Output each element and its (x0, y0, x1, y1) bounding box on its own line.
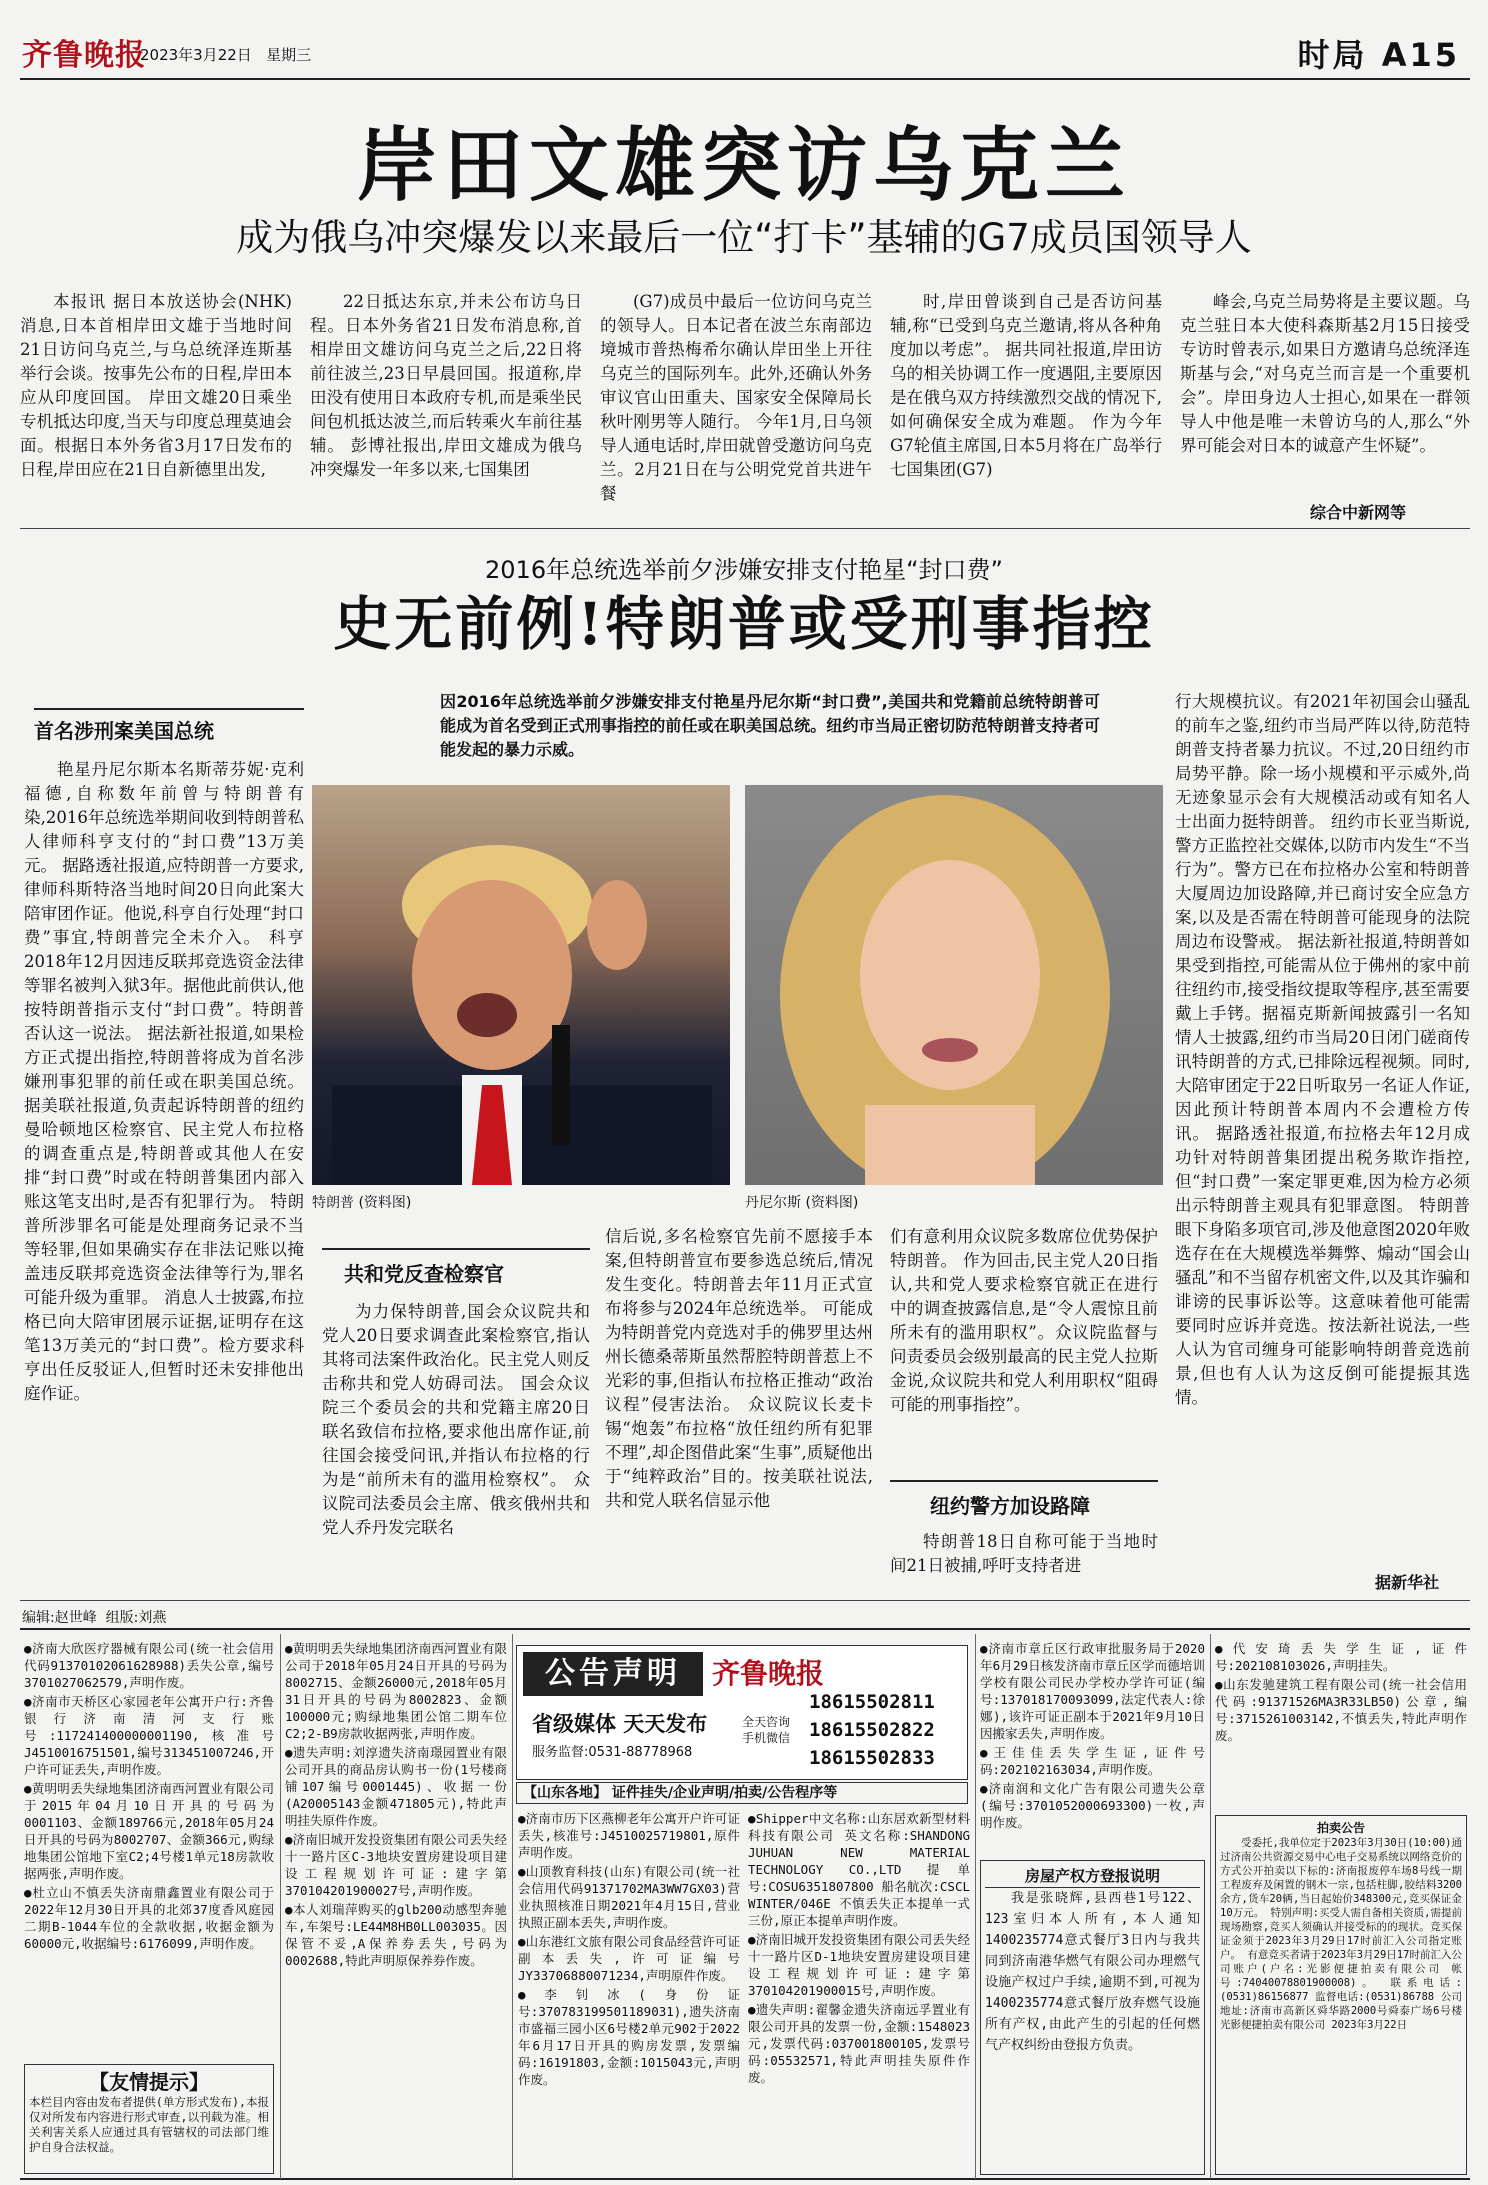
editors-line: 编辑:赵世峰 组版:刘燕 (22, 1610, 167, 1626)
phone-label: 全天咨询 手机微信 (742, 1715, 791, 1745)
col-divider (975, 1634, 976, 2179)
col-divider (512, 1634, 513, 2179)
auction-notice-title: 拍卖公告 (1316, 1821, 1365, 1835)
story1-col5: 峰会,乌克兰局势将是主要议题。乌克兰驻日本大使科森斯基2月15日接受专访时曾表示,如果日方邀请乌总统泽连斯基与会,“对乌克兰而言是一个重要机会”。岸田身边人士担心,如果在一群领导人中他是唯一未曾访乌的人,那么“外界可能会对日本的诚意产生怀疑”。 (1180, 292, 1470, 455)
phone-number[interactable]: 18615502811 (809, 1691, 935, 1713)
subhead-rule (34, 708, 304, 710)
story2-colB: 为力保特朗普,国会众议院共和党人20日要求调查此案检察官,指认其将司法案件政治化。民主党人则反击称共和党人妨碍司法。 国会众议院三个委员会的共和党籍主席20日联名致信布拉格,要求他出席作证,前往国会接受问讯,并指认布拉格的行为是“前所未有的滥用检察权”。 众议院司法委员会主席、俄亥俄州共和党人乔丹发完联名 (322, 1302, 590, 1537)
story1-col4: 时,岸田曾谈到自己是否访问基辅,称“已受到乌克兰邀请,将从各种角度加以考虑”。 据共同社报道,岸田访乌的相关协调工作一度遇阻,主要原因是在俄乌双方持续激烈交战的情况下,如何确保安全成为难题。 作为今年G7轮值主席国,日本5月将在广岛举行七国集团(G7) (890, 292, 1162, 479)
story2-colA: 艳星丹尼尔斯本名斯蒂芬妮·克利福德,自称数年前曾与特朗普有染,2016年总统选举期间收到特朗普私人律师科亨支付的“封口费”13万美元。 据路透社报道,应特朗普一方要求,律师科斯特洛当地时间20日向此案大陪审团作证。他说,科亨自行处理“封口费”事宜,特朗普完全未介入。 科亨2018年12月因违反联邦竞选资金法律等罪名被判入狱3年。据他此前供认,他按特朗普指示支付“封口费”。特朗普否认这一说法。 据法新社报道,如果检方正式提出指控,特朗普将成为首名涉嫌刑事犯罪的前任或在职美国总统。 据美联社报道,负责起诉特朗普的纽约曼哈顿地区检察官、民主党人布拉格的调查重点是,特朗普或其他人在安排“封口费”时或在特朗普集团内部入账这笔支出时,是否有犯罪行为。 特朗普所涉罪名可能是处理商务记录不当等轻罪,但如果确实存在非法记账以掩盖违反联邦竞选资金法律等行为,罪名可能升级为重罪。 消息人士披露,布拉格已向大陪审团展示证据,证明存在这笔13万美元的“封口费”。检方要求科亨出任反驳证人,但暂时还未安排他出庭作证。 (24, 760, 304, 1403)
phone-number[interactable]: 18615502833 (809, 1747, 935, 1769)
section-label: 时局 A15 (1297, 36, 1460, 74)
daniels-photo (745, 785, 1163, 1185)
auction-notice (1215, 1815, 1467, 2175)
ads-top-rule (20, 1628, 1470, 1630)
col-divider (280, 1634, 281, 2179)
announcement-title: 公告声明 (523, 1652, 703, 1696)
story1-headline: 岸田文雄突访乌克兰 (357, 118, 1131, 212)
ads-col2: ●黄明明丢失绿地集团济南西河置业有限公司于2018年05月24日开具的号码为8002715、金额26000元,2018年05月31日开具的号码为8002823、金额100000元;购绿地集团公馆二期车位C2;2-B9房款收据两张,声明作废。 ●遗失声明:刘淳遗失济南璟园置业有限公司开具的商品房认购书一份(1号楼商铺107编号0001445)、收据一份(A20005143金额471805元),特此声明挂失原件作废。 ●济南旧城开发投资集团有限公司丢失经十一路片区C-3地块安置房建设项目建设工程规划许可证:建字第370104201900027号,声明作废。 ●本人刘瑞萍购买的glb200动感型奔驰车,车架号:LE44M8HB0LL003035。因保管不妥,A保养券丢失,号码为0002688,特此声明原保养券作废。 (285, 1641, 507, 1968)
masthead (22, 30, 1470, 74)
friendly-box (24, 2064, 274, 2174)
subhead-rule (890, 1480, 1158, 1482)
photo1-caption: 特朗普 (资料图) (312, 1195, 412, 1211)
story2-kicker: 2016年总统选举前夕涉嫌安排支付艳星“封口费” (485, 556, 1003, 584)
issue-date: 2023年3月22日 星期三 (140, 46, 312, 64)
ads-col3a: ●济南市历下区燕柳老年公寓开户许可证丢失,核准号:J4510025719801,原件声明作废。 ●山顶教育科技(山东)有限公司(统一社会信用代码91371702MA3WW7GX03)营业执照核准日期2021年4月15日,营业执照正副本丢失,声明作废。 ●山东港红文旅有限公司食品经营许可证副本丢失,许可证编号JY33706880071234,声明原件作废。 ●李钊冰(身份证号:370783199501189031),遗失济南市盛福三园小区6号楼2单元902于2022年6月17日开具的购房发票,发票编码:16191803,金额:1015043元,声明作废。 (518, 1811, 740, 2087)
ads-col3b: ●Shipper中文名称:山东居欢新型材料科技有限公司 英文名称:SHANDONG JUHUAN NEW MATERIAL TECHNOLOGY CO.,LTD 提单号:COSU6351807800 船名航次:CSCL WINTER/046E 不慎丢失正本提单一式三份,原正本提单声明作废。 ●济南旧城开发投资集团有限公司丢失经十一路片区D-1地块安置房建设项目建设工程规划许可证:建字第370104201900015号,声明作废。 ●遗失声明:翟馨金遗失济南远孚置业有限公司开具的发票一份,金额:1548023元,发票代码:037001800105,发票号码:05532571,特此声明挂失原件作废。 (748, 1811, 970, 2085)
story2-colD2: 特朗普18日自称可能于当地时间21日被捕,呼吁支持者进 (890, 1532, 1158, 1575)
story-divider (20, 528, 1470, 529)
story2-headline: 史无前例!特朗普或受刑事指控 (333, 590, 1155, 658)
story2-colD: 们有意利用众议院多数席位优势保护特朗普。 作为回击,民主党人20日指认,共和党人要求检察官就正在进行中的调查披露信息,是“令人震惊且前所未有的滥用职权”。众议院监督与问责委员会级别最高的民主党人拉斯金说,众议院共和党人利用职权“阻碍可能的刑事指控”。 (890, 1227, 1158, 1414)
ads-col4: ●济南市章丘区行政审批服务局于2020年6月29日核发济南市章丘区学而德培训学校有限公司民办学校办学许可证(编号:137018170093099,法定代表人:徐娜),该许可证正副本于2021年9月10日因搬家丢失,声明作废。 ●王佳佳丢失学生证,证件号码:202102163034,声明作废。 ●济南润和文化广告有限公司遗失公章(编号:3701052000693300)一枚,声明作废。 (980, 1641, 1205, 1830)
story2-sub3: 纽约警方加设路障 (930, 1494, 1090, 1518)
announcement-banner: 【山东各地】 证件挂失/企业声明/拍卖/公告程序等 (516, 1782, 968, 1804)
property-notice-text: 我是张晓辉,县西巷1号122、123室归本人所有,本人通知1400235774意式餐厅3日内与我共同到济南港华燃气有限公司办理燃气设施产权过户手续,逾期不到,可视为1400235774意式餐厅放弃燃气设施所有产权,由此产生的引起的任何燃气产权纠纷由登报方负责。 (985, 1891, 1200, 2053)
phone-list (809, 1688, 935, 1772)
story1-source: 综合中新网等 (1310, 503, 1407, 522)
story1-col2: 22日抵达东京,并未公布访乌日程。日本外务省21日发布消息称,首相岸田文雄访问乌克兰之后,22日将前往波兰,23日早晨回国。报道称,岸田没有使用日本政府专机,而是乘坐民间包机抵达波兰,而后转乘火车前往基辅。 彭博社报出,岸田文雄成为俄乌冲突爆发一年多以来,七国集团 (310, 292, 582, 479)
ads-col1: ●济南大欣医疗器械有限公司(统一社会信用代码91370102061628988)丢失公章,编号3701027062579,声明作废。 ●济南市天桥区心家园老年公寓开户行:齐鲁银行济南清河支行账号:117241400000001190,核准号J4510016751501,编号313451007246,开户许可证丢失,声明作废。 ●黄明明丢失绿地集团济南西河置业有限公司于2015年04月10日开具的号码为0001103、金额189766元,2018年05月24日开具的号码为8002707、金额366元,购绿地集团公馆地下室C2;4号楼1单元18房款收据两张,声明作废。 ●杜立山不慎丢失济南鼎鑫置业有限公司于2022年12月30日开具的北郊37度香风庭园二期B-1044车位的全款收据,收据金额为60000元,收据编号:6176099,声明作废。 (24, 1641, 274, 1951)
masthead-rule (20, 78, 1470, 80)
story1-col1: 本报讯 据日本放送协会(NHK)消息,日本首相岸田文雄于当地时间21日访问乌克兰,与乌总统泽连斯基举行会谈。按事先公布的日程,岸田本应从印度回国。 岸田文雄20日乘坐专机抵达印度,当天与印度总理莫迪会面。根据日本外务省3月17日发布的日程,岸田应在21日自新德里出发, (20, 292, 292, 479)
story2-lead: 因2016年总统选举前夕涉嫌安排支付艳星丹尼尔斯“封口费”,美国共和党籍前总统特朗普可能成为首名受到正式刑事指控的前任或在职美国总统。纽约市当局正密切防范特朗普支持者可能发起的暴力示威。 (440, 692, 1100, 759)
editors-rule (20, 1600, 1470, 1601)
property-notice-title: 房屋产权方登报说明 (985, 1865, 1200, 1888)
property-notice (980, 1860, 1205, 2175)
phone-number[interactable]: 18615502822 (809, 1719, 935, 1741)
announcement-box (516, 1645, 968, 1780)
ads-col5: ●代安琦丢失学生证,证件号:202108103026,声明挂失。 ●山东发驰建筑工程有限公司(统一社会信用代码:91371526MA3R33LB50)公章,编号:3715261003142,不慎丢失,特此声明作废。 (1215, 1641, 1467, 1743)
friendly-text: 本栏目内容由发布者提供(单方形式发布),本报仅对所发布内容进行形式审查,以刊载为准。相关利害关系人应通过具有管辖权的司法部门维护自身合法权益。 (29, 2095, 269, 2154)
story1-subhead: 成为俄乌冲突爆发以来最后一位“打卡”基辅的G7成员国领导人 (236, 216, 1252, 259)
trump-photo (312, 785, 730, 1185)
photo2-caption: 丹尼尔斯 (资料图) (745, 1195, 859, 1211)
story2-source: 据新华社 (1375, 1573, 1440, 1592)
announcement-slogan: 省级媒体 天天发布 (532, 1712, 708, 1736)
friendly-title: 【友情提示】 (89, 2070, 209, 2094)
story2-sub1: 首名涉刑案美国总统 (34, 719, 214, 743)
story2-sub2: 共和党反查检察官 (344, 1262, 504, 1286)
story1-col3: (G7)成员中最后一位访问乌克兰的领导人。日本记者在波兰东南部边境城市普热梅希尔确认岸田坐上开往乌克兰的国际列车。此外,还确认外务审议官山田重夫、国家安全保障局长秋叶刚男等人随行。 今年1月,日乌领导人通电话时,岸田就曾受邀访问乌克兰。2月21日在与公明党党首共进午餐 (600, 292, 872, 503)
story2-colE: 行大规模抗议。有2021年初国会山骚乱的前车之鉴,纽约市当局严阵以待,防范特朗普支持者暴力抗议。不过,20日纽约市局势平静。除一场小规模和平示威外,尚无迹象显示会有大规模活动或有知名人士出面力挺特朗普。 纽约市长亚当斯说,警方正监控社交媒体,以防市内发生“不当行为”。警方已在布拉格办公室和特朗普大厦周边加设路障,并已商讨安全应急方案,以及是否需在特朗普可能现身的法院周边布设警戒。 据法新社报道,特朗普如果受到指控,可能需从位于佛州的家中前往纽约市,接受指纹提取等程序,甚至需要戴上手铐。据福克斯新闻披露引一名知情人士披露,纽约市当局20日闭门磋商传讯特朗普的方式,已排除远程视频。同时,大陪审团定于22日听取另一名证人作证,因此预计特朗普本周内不会遭检方传讯。 据路透社报道,布拉格去年12月成功针对特朗普集团提出税务欺诈指控,但“封口费”一案定罪更难,因为检方必须出示特朗普主观具有犯罪意图。 特朗普眼下身陷多项官司,涉及他意图2020年败选存在在大规模选举舞弊、煽动“国会山骚乱”和不当留存机密文件,以及其诈骗和诽谤的民事诉讼等。这意味着他可能需要同时应诉并竞选。按法新社说法,一些人认为官司缠身可能影响特朗普竞选前景,但也有人认为这反倒可能提振其选情。 (1175, 692, 1470, 1407)
col-divider (1210, 1634, 1211, 2179)
hotline-label: 服务监督:0531-88778968 (532, 1745, 693, 1760)
story2-colC: 信后说,多名检察官先前不愿接手本案,但特朗普宣布要参选总统后,情况发生变化。特朗普去年11月正式宣布将参与2024年总统选举。 可能成为特朗普党内竞选对手的佛罗里达州州长德桑蒂斯虽然帮腔特朗普惹上不光彩的事,但指认布拉格正推动“政治议程”侵害法治。 众议院议长麦卡锡“炮轰”布拉格“放任纽约所有犯罪不理”,却企图借此案“生事”,质疑他出于“纯粹政治”目的。按美联社说法,共和党人联名信显示他 (605, 1227, 873, 1510)
subhead-rule (322, 1248, 590, 1250)
announcement-logo: 齐鲁晚报 (712, 1657, 825, 1690)
auction-notice-text: 受委托,我单位定于2023年3月30日(10:00)通过济南公共资源交易中心电子交易系统以网络竞价的方式公开拍卖以下标的:济南报废停车场8号线一期工程废弃及闲置的钢木一宗,包括柱脚,胶结料3200余方,货车20辆,当日起始价348300元,竞买保证金10万元。 特别声明:买受人需自备相关资质,需提前现场勘察,竞买人须确认并接受标的的现状。竞买保证金须于2023年3月29日17时前汇入公司指定账户。 有意竞买者请于2023年3月29日17时前汇入公司账户(户名:光影便捷拍卖有限公司 帐号:74040078801900008)。 联系电话:(0531)86156877 监督电话:(0531)86788 公司地址:济南市高新区舜华路2000号舜泰广场6号楼 光影便捷拍卖有限公司 2023年3月22日 (1220, 1837, 1462, 2031)
newspaper-logo: 齐鲁晚报 (22, 38, 146, 73)
